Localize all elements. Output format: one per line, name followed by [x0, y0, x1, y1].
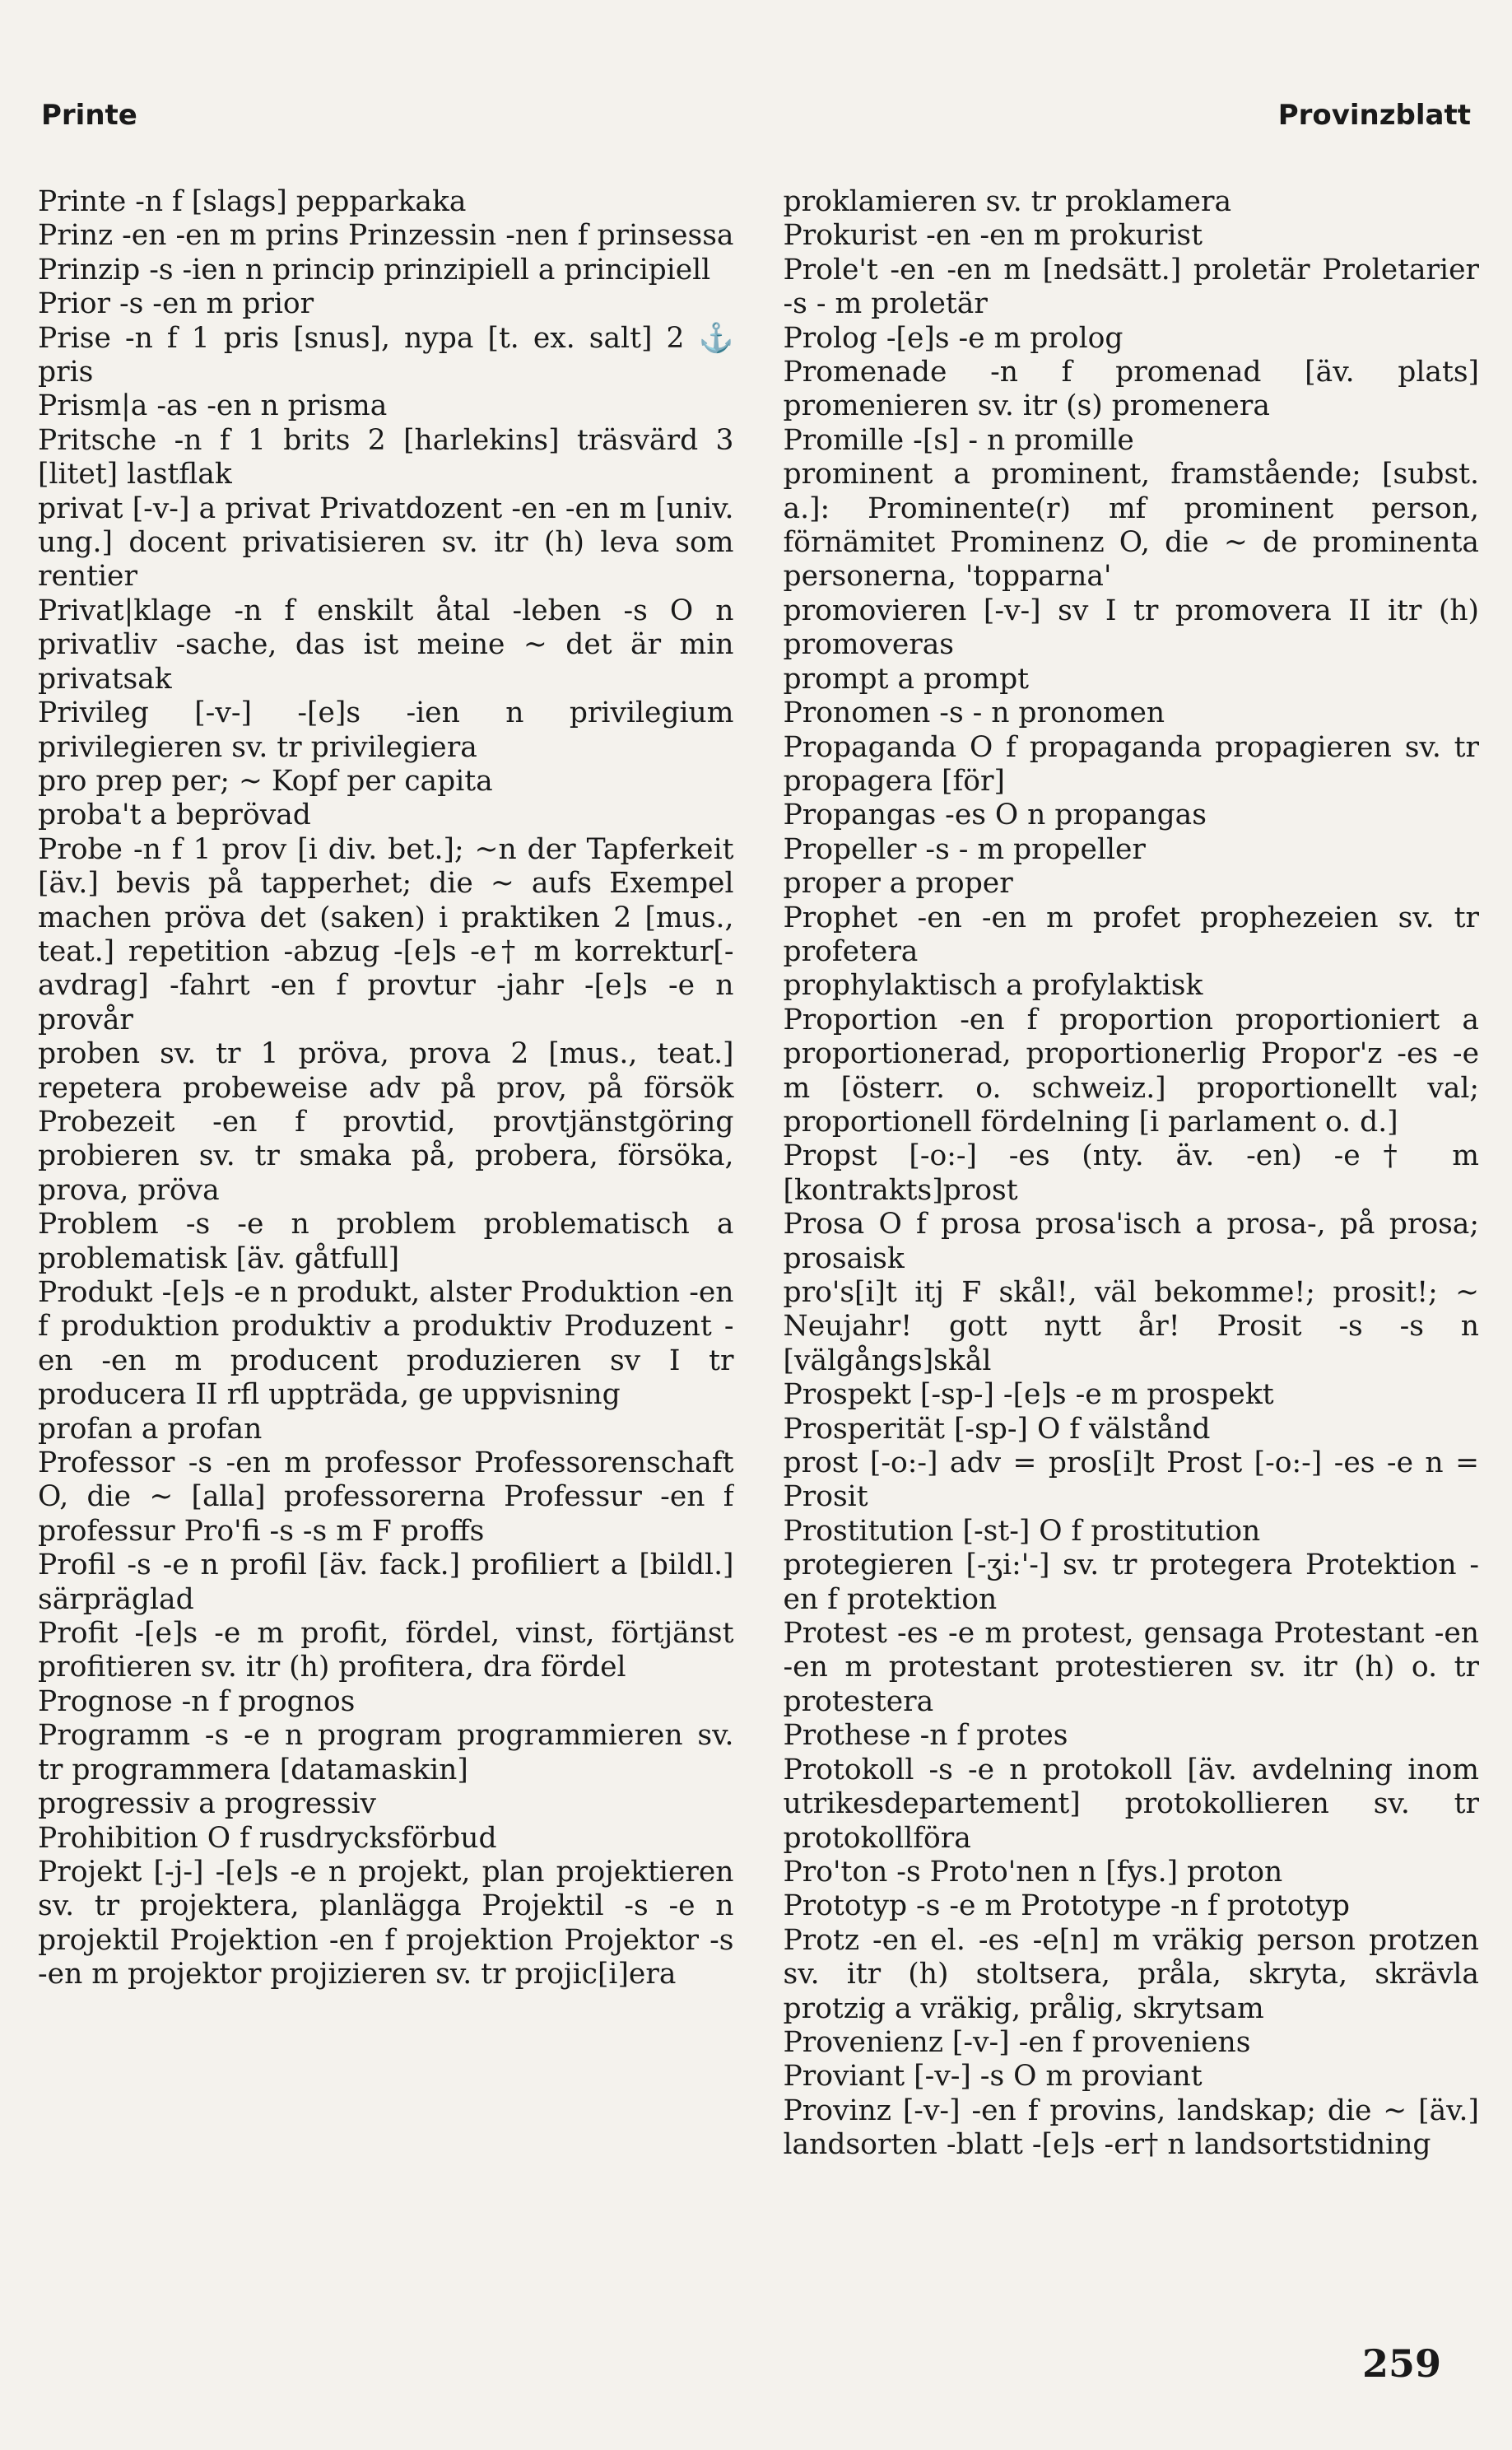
dictionary-entry: Propeller -s - m propeller: [783, 832, 1146, 866]
dictionary-entry: Provenienz [-v-] -en f proveniens: [783, 2025, 1251, 2059]
right-guide-word: Provinzblatt: [1277, 99, 1471, 132]
dictionary-entry: privat [-v-] a privat Privatdozent -en -en m [univ. ung.] docent privatisieren sv. itr (h) leva som rentier: [38, 491, 734, 594]
dictionary-entry: Prohibition O f rusdrycksförbud: [38, 1821, 497, 1855]
dictionary-entry: proklamieren sv. tr proklamera: [783, 185, 1232, 218]
dictionary-entry: Pritsche -n f 1 brits 2 [harlekins] träsvärd 3 [litet] lastflak: [38, 423, 734, 491]
dictionary-entry: prophylaktisch a profylaktisk: [783, 969, 1203, 1003]
left-guide-word: Printe: [41, 99, 137, 132]
dictionary-entry: Prothese -n f protes: [783, 1719, 1068, 1753]
dictionary-entry: Prise -n f 1 pris [snus], nypa [t. ex. salt] 2 ⚓ pris: [38, 321, 734, 389]
dictionary-entry: Promenade -n f promenad [äv. plats] promenieren sv. itr (s) promenera: [783, 356, 1479, 423]
dictionary-entry: Prosperität [-sp-] O f välstånd: [783, 1412, 1211, 1446]
dictionary-entry: prost [-o:-] adv = pros[i]t Prost [-o:-] -es -e n = Prosit: [783, 1446, 1479, 1514]
dictionary-entry: progressiv a progressiv: [38, 1787, 377, 1821]
dictionary-entry: Prole't -en -en m [nedsätt.] proletär Proletarier -s - m proletär: [783, 253, 1479, 321]
dictionary-entry: pro prep per; ~ Kopf per capita: [38, 764, 493, 798]
dictionary-entry: Privileg [-v-] -[e]s -ien n privilegium privilegieren sv. tr privilegiera: [38, 696, 734, 764]
dictionary-entry: Prior -s -en m prior: [38, 287, 314, 321]
dictionary-entry: Prinz -en -en m prins Prinzessin -nen f prinsessa Prinzip -s -ien n princip prinzipiell a principiell: [38, 219, 734, 286]
dictionary-entry: Prototyp -s -e m Prototype -n f prototyp: [783, 1889, 1351, 1923]
dictionary-entry: Pronomen -s - n pronomen: [783, 696, 1165, 730]
dictionary-entry: Prolog -[e]s -e m prolog: [783, 321, 1124, 355]
dictionary-entry: Provinz [-v-] -en f provins, landskap; die ~ [äv.] landsorten -blatt -[e]s -er† n landsortstidning: [783, 2094, 1479, 2162]
dictionary-entry: Professor -s -en m professor Professorenschaft O, die ~ [alla] professorerna Professur -en f professur Pro'fi -s -s m F proffs: [38, 1446, 734, 1548]
dictionary-entry: Prostitution [-st-] O f prostitution: [783, 1514, 1261, 1548]
dictionary-entry: Programm -s -e n program programmieren sv. tr programmera [datamaskin]: [38, 1719, 734, 1786]
dictionary-entry: proba't a beprövad: [38, 799, 311, 832]
dictionary-entry: Privat|klage -n f enskilt åtal -leben -s O n privatliv -sache, das ist meine ~ det är min privatsak: [38, 594, 734, 696]
dictionary-entry: prominent a prominent, framstående; [subst. a.]: Prominente(r) mf prominent person, förnämitet Prominenz O, die ~ de prominenta personerna, 'topparna': [783, 458, 1479, 594]
dictionary-entry: Propaganda O f propaganda propagieren sv. tr propagera [för]: [783, 730, 1479, 798]
dictionary-entry: Propangas -es O n propangas: [783, 799, 1207, 832]
dictionary-entry: Protokoll -s -e n protokoll [äv. avdelning inom utrikesdepartement] protokollieren sv. tr protokollföra: [783, 1753, 1479, 1855]
dictionary-entry: Promille -[s] - n promille: [783, 423, 1134, 457]
dictionary-entry: protegieren [-ʒi:'-] sv. tr protegera Protektion -en f protektion: [783, 1549, 1479, 1616]
dictionary-entry: Prism|a -as -en n prisma: [38, 389, 388, 423]
dictionary-entry: Prognose -n f prognos: [38, 1684, 356, 1718]
dictionary-entry: Probe -n f 1 prov [i div. bet.]; ~n der Tapferkeit [äv.] bevis på tapperhet; die ~ aufs Exempel machen pröva det (saken) i praktiken 2 [mus., teat.] repetition -abzug -[e]s -e† m korrektur[-avdrag] -fahrt -en f provtur -jahr -[e]s -e n provår: [38, 832, 734, 1036]
dictionary-entry: Prospekt [-sp-] -[e]s -e m prospekt: [783, 1378, 1274, 1412]
running-header: [41, 99, 1471, 148]
dictionary-entry: promovieren [-v-] sv I tr promovera II itr (h) promoveras: [783, 594, 1479, 662]
dictionary-entry: Proportion -en f proportion proportioniert a proportionerad, proportionerlig Propor'z -es -e m [österr. o. schweiz.] proportionellt val; proportionell fördelning [i parlament o. d.]: [783, 1003, 1479, 1139]
dictionary-entry: Prosa O f prosa prosa'isch a prosa-, på prosa; prosaisk: [783, 1208, 1479, 1275]
dictionary-entry: Protz -en el. -es -e[n] m vräkig person protzen sv. itr (h) stoltsera, pråla, skryta, skrävla protzig a vräkig, prålig, skrytsam: [783, 1923, 1479, 2025]
dictionary-entry: Prokurist -en -en m prokurist: [783, 219, 1203, 253]
dictionary-entry: Printe -n f [slags] pepparkaka: [38, 185, 467, 218]
dictionary-entry: Projekt [-j-] -[e]s -e n projekt, plan projektieren sv. tr projektera, planlägga Projektil -s -e n projektil Projektion -en f projektion Projektor -s -en m projektor projizieren sv. tr projic[i]era: [38, 1855, 734, 1991]
dictionary-entry: prompt a prompt: [783, 662, 1030, 696]
dictionary-entry: proben sv. tr 1 pröva, prova 2 [mus., teat.] repetera probeweise adv på prov, på försök Probezeit -en f provtid, provtjänstgöring probieren sv. tr smaka på, probera, försöka, prova, pröva: [38, 1037, 734, 1207]
dictionary-entry: Produkt -[e]s -e n produkt, alster Produktion -en f produktion produktiv a produktiv Produzent -en -en m producent produzieren sv I tr producera II rfl uppträda, ge uppvisning: [38, 1276, 734, 1412]
entry-columns: [38, 185, 1479, 2277]
dictionary-entry: Propst [-o:-] -es (nty. äv. -en) -e† m [kontrakts]prost: [783, 1139, 1479, 1207]
dictionary-entry: Proviant [-v-] -s O m proviant: [783, 2060, 1203, 2094]
dictionary-entry: Profil -s -e n profil [äv. fack.] profiliert a [bildl.] särpräglad: [38, 1549, 734, 1616]
dictionary-entry: Prophet -en -en m profet prophezeien sv. tr profetera: [783, 901, 1479, 968]
dictionary-entry: Problem -s -e n problem problematisch a problematisk [äv. gåtfull]: [38, 1208, 734, 1275]
dictionary-entry: Pro'ton -s Proto'nen n [fys.] proton: [783, 1855, 1283, 1889]
dictionary-entry: Protest -es -e m protest, gensaga Protestant -en -en m protestant protestieren sv. itr (h) o. tr protestera: [783, 1617, 1479, 1718]
dictionary-entry: profan a profan: [38, 1412, 263, 1446]
dictionary-entry: Profit -[e]s -e m profit, fördel, vinst, förtjänst profitieren sv. itr (h) profitera, dra fördel: [38, 1617, 734, 1684]
right-column: [784, 185, 1480, 2277]
left-column: [38, 185, 734, 2277]
page-number: 259: [1361, 2341, 1441, 2386]
dictionary-entry: pro's[i]t itj F skål!, väl bekomme!; prosit!; ~ Neujahr! gott nytt år! Prosit -s -s n [välgångs]skål: [783, 1276, 1479, 1377]
dictionary-entry: proper a proper: [783, 867, 1013, 901]
